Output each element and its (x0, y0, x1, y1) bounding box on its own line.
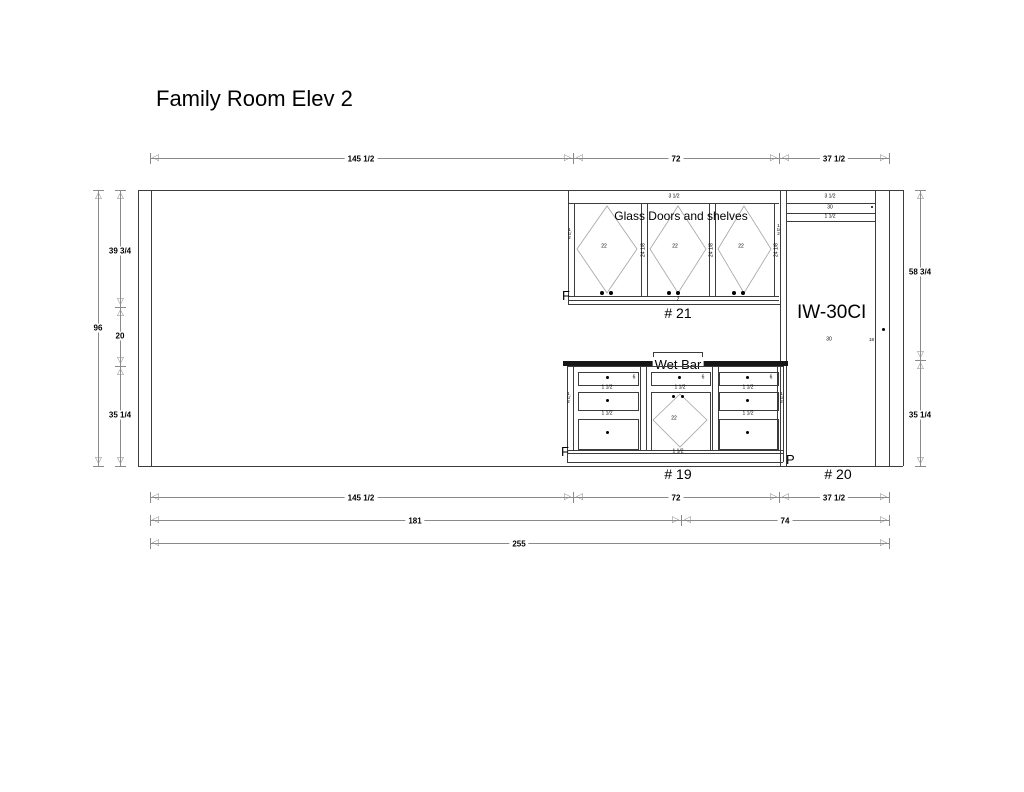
cabinet-number-19: # 19 (664, 466, 692, 482)
dim-arrow-right-icon: ▷ (564, 152, 571, 162)
dim-arrow-down-icon: ▽ (917, 349, 924, 359)
door-knob (741, 291, 745, 295)
panel-end-mark: P (786, 452, 795, 467)
cabinet-number-21: # 21 (664, 305, 692, 321)
extension-tick (915, 466, 926, 467)
base-cabinet-side-line (783, 366, 784, 462)
dim-label: 35 1/4 (106, 411, 134, 420)
dim-arrow-up-icon: △ (917, 360, 924, 370)
drawer-gap-dimension: 1 1/2 (742, 410, 754, 417)
drawer-gap-dimension: 1 1/2 (742, 384, 754, 391)
glass-width-dimension: 22 (672, 243, 678, 250)
tall-cabinet-side-line (875, 190, 876, 466)
bottom-rail-dimension: 1 1/2 (672, 448, 684, 455)
shelf-rail-dimension: 1 1/2 (824, 213, 836, 220)
glass-width-dimension: 22 (738, 243, 744, 250)
shelf-depth-dimension: 30 (827, 204, 833, 211)
door-knob (732, 291, 736, 295)
finished-end-mark: F (561, 444, 569, 459)
top-rail-dimension: 3 1/2 (668, 193, 680, 200)
dim-arrow-up-icon: △ (95, 190, 102, 200)
drawer-side-dimension: 6 (632, 374, 636, 381)
drawer-gap-dimension: 1 1/2 (601, 384, 613, 391)
drawer-front (719, 419, 779, 450)
drawer-front (719, 392, 779, 411)
dim-arrow-right-icon: ▷ (880, 152, 887, 162)
dim-arrow-left-icon: ◁ (684, 514, 691, 524)
dim-arrow-down-icon: ▽ (117, 355, 124, 365)
dim-arrow-right-icon: ▷ (880, 491, 887, 501)
wall-left-inner-line (151, 190, 152, 466)
dim-arrow-up-icon: △ (117, 366, 124, 376)
dim-arrow-down-icon: ▽ (117, 296, 124, 306)
appliance-model-label: IW-30CI (797, 302, 867, 323)
tall-cabinet-shelf-line (786, 221, 875, 222)
dim-arrow-up-icon: △ (917, 190, 924, 200)
wall-right-inner-line (889, 190, 890, 466)
cabinet-number-20: # 20 (824, 466, 852, 482)
dim-arrow-right-icon: ▷ (564, 491, 571, 501)
drawer-knob (746, 376, 749, 379)
door-height-dimension: 24 1/8 (708, 243, 715, 257)
drawer-side-dimension: 6 (701, 374, 705, 381)
dim-label: 37 1/2 (820, 155, 848, 164)
wall-right-outer-line (903, 190, 904, 466)
door-knob (600, 291, 604, 295)
dim-arrow-left-icon: ◁ (152, 537, 159, 547)
dim-label: 20 (113, 332, 128, 341)
drawer-knob (606, 376, 609, 379)
door-knob (882, 328, 885, 331)
glass-width-dimension: 22 (601, 243, 607, 250)
door-knob (676, 291, 680, 295)
door-width-dimension: 22 (671, 415, 677, 422)
dim-arrow-right-icon: ▷ (770, 152, 777, 162)
appliance-width-dimension: 30 (826, 336, 832, 343)
dim-arrow-left-icon: ◁ (782, 491, 789, 501)
dim-label: 74 (778, 517, 793, 526)
dim-arrow-right-icon: ▷ (880, 514, 887, 524)
dim-arrow-up-icon: △ (117, 307, 124, 317)
dim-arrow-left-icon: ◁ (576, 491, 583, 501)
drawer-gap-dimension: 1 1/2 (601, 410, 613, 417)
extension-tick (889, 515, 890, 526)
dimension-line-left-segments (120, 190, 121, 466)
extension-tick (889, 153, 890, 164)
base-cabinet-stile-line (640, 366, 641, 450)
drawer-knob (606, 431, 609, 434)
dim-arrow-up-icon: △ (117, 190, 124, 200)
door-knob (672, 395, 675, 398)
dim-label: 145 1/2 (345, 494, 378, 503)
drawer-knob (606, 399, 609, 402)
dim-label: 96 (91, 324, 106, 333)
side-mark-dimension: 18 (869, 337, 875, 342)
wet-bar-note: Wet Bar (654, 357, 702, 372)
dim-arrow-left-icon: ◁ (152, 514, 159, 524)
wall-left-outer-line (138, 190, 139, 466)
stile-width-dimension: 1 1/2 (566, 391, 571, 404)
dim-label: 35 1/4 (906, 411, 934, 420)
base-cabinet-top-line (567, 366, 783, 367)
base-cabinet-stile-line (646, 366, 647, 450)
base-door-diamond-pattern (651, 392, 709, 449)
dim-label: 145 1/2 (345, 155, 378, 164)
door-knob (681, 395, 684, 398)
extension-tick (115, 466, 126, 467)
upper-cabinet-bottom-edge-line (568, 296, 779, 303)
drawer-knob (746, 399, 749, 402)
extension-tick (93, 466, 104, 467)
dim-arrow-left-icon: ◁ (152, 491, 159, 501)
door-knob (609, 291, 613, 295)
dim-label: 37 1/2 (820, 494, 848, 503)
extension-tick (779, 492, 780, 503)
dim-arrow-left-icon: ◁ (782, 152, 789, 162)
drawer-side-dimension: 6 (769, 374, 773, 381)
dim-label: 39 3/4 (106, 247, 134, 256)
dim-arrow-right-icon: ▷ (672, 514, 679, 524)
tall-cabinet-side-line (780, 190, 781, 466)
drawer-knob (746, 431, 749, 434)
drawer-front (578, 419, 639, 450)
extension-tick (681, 515, 682, 526)
dim-label: 58 3/4 (906, 268, 934, 277)
dim-label: 181 (405, 517, 424, 526)
dim-arrow-down-icon: ▽ (917, 455, 924, 465)
dim-arrow-right-icon: ▷ (880, 537, 887, 547)
extension-tick (889, 492, 890, 503)
base-cabinet-stile-line (573, 366, 574, 450)
drawer-knob (678, 376, 681, 379)
door-knob (667, 291, 671, 295)
upper-cabinet-bottom-rail-line (568, 296, 779, 297)
glass-doors-note: Glass Doors and shelves (614, 209, 748, 223)
dim-arrow-down-icon: ▽ (117, 455, 124, 465)
door-height-dimension: 24 1/8 (640, 243, 647, 257)
hinge-count-mark: 2 (676, 296, 680, 303)
dim-arrow-right-icon: ▷ (770, 491, 777, 501)
extension-tick (573, 153, 574, 164)
base-cabinet-stile-line (712, 366, 713, 450)
drawer-gap-dimension: 1 1/2 (674, 384, 686, 391)
door-height-dimension: 24 1/8 (773, 243, 780, 257)
tall-cabinet-side-line (786, 190, 787, 466)
extension-tick (889, 538, 890, 549)
ceiling-line (138, 190, 903, 191)
finished-end-mark: F (562, 288, 570, 303)
stile-width-dimension: 1 1/2 (776, 223, 781, 236)
dim-arrow-down-icon: ▽ (95, 455, 102, 465)
dim-label: 255 (509, 540, 528, 549)
dim-arrow-left-icon: ◁ (576, 152, 583, 162)
extension-tick (779, 153, 780, 164)
extension-tick (573, 492, 574, 503)
shelf-rail-dimension: 3 1/2 (824, 193, 836, 200)
stile-width-dimension: 1 1/2 (567, 227, 572, 240)
dim-arrow-left-icon: ◁ (152, 152, 159, 162)
dim-label: 72 (669, 494, 684, 503)
stile-width-dimension: 1 1/2 (779, 391, 784, 404)
page-title: Family Room Elev 2 (156, 86, 353, 111)
dim-label: 72 (669, 155, 684, 164)
shelf-peg-mark (871, 206, 873, 208)
dimension-line-right-segments (920, 190, 921, 466)
base-cabinet-bottom-line (567, 462, 783, 463)
